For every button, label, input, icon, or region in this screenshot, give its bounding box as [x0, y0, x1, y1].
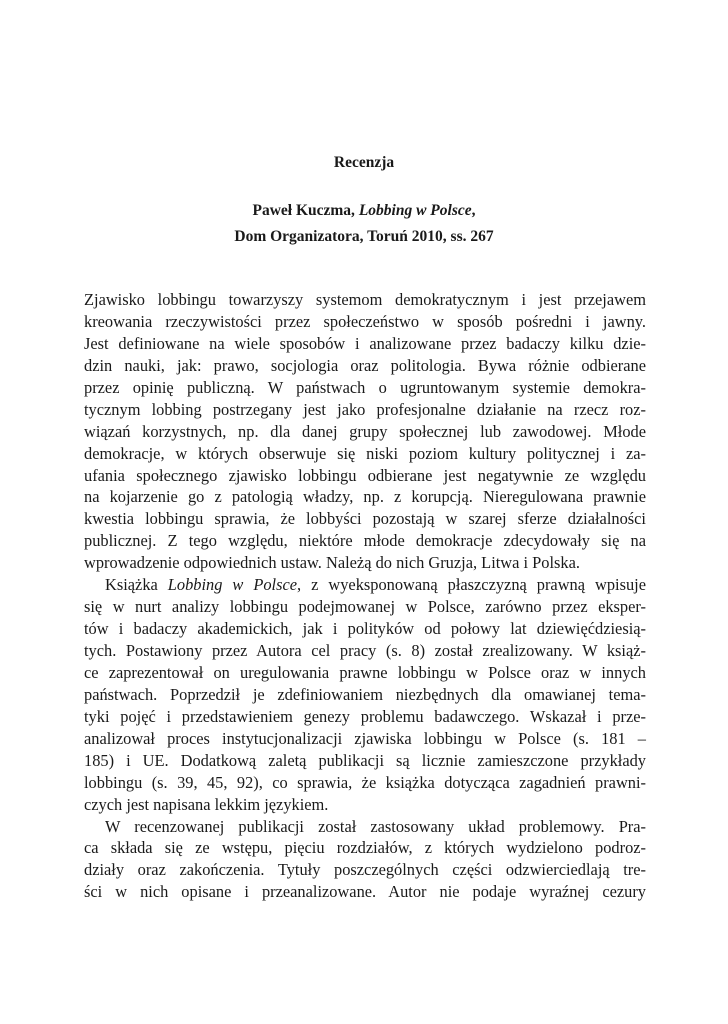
body-line: czych jest napisana lekkim językiem. [84, 794, 329, 814]
body-line: analizował proces instytucjonalizacji zjawiska lobbingu w Polsce (s. 181 – [84, 728, 646, 748]
body-line-with-title [84, 574, 646, 596]
body-line: państwach. Poprzedził je zdefiniowaniem niezbędnych dla omawianej tema- [84, 684, 646, 704]
body-line: się w nurt analizy lobbingu podejmowanej w Polsce, zarówno przez eksper- [84, 597, 646, 617]
body-line: na kojarzenie go z patologią władzy, np. z korupcją. Nieregulowana prawnie [84, 487, 646, 507]
body-line: ufania społecznego zjawisko lobbingu odbierane jest negatywnie ze względu [84, 465, 646, 485]
body-line: demokracje, w których obserwuje się niski poziom kultury politycznej i za- [84, 443, 646, 463]
body-line: publicznej. Z tego względu, niektóre młode demokracje zdecydowały się na [84, 531, 646, 551]
publisher-line: Dom Organizatora, Toruń 2010, ss. 267 [234, 228, 494, 245]
body-line: W recenzowanej publikacji został zastosowany układ problemowy. Pra- [105, 816, 646, 836]
inline-text: , z wyeksponowaną płaszczyzną prawną wpisuje [297, 575, 646, 595]
body-line: wprowadzenie odpowiednich ustaw. Należą do nich Gruzja, Litwa i Polska. [84, 553, 580, 573]
body-line: dzin nauki, jak: prawo, socjologia oraz politologia. Bywa różnie odbierane [84, 355, 646, 375]
body-line: 185) i UE. Dodatkową zaletą publikacji są licznie zamieszczone przykłady [84, 750, 646, 770]
inline-book-title: Lobbing w Polsce [167, 575, 298, 595]
body-line: tycznym lobbing postrzegany jest jako profesjonalne działanie na rzecz roz- [84, 399, 646, 419]
review-title [0, 202, 728, 220]
inline-text: Książka [105, 575, 168, 595]
body-line: działy oraz zakończenia. Tytuły poszczególnych części odzwierciedlają tre- [84, 860, 646, 880]
body-line: kwestia lobbingu sprawia, że lobbyści pozostają w szarej sferze działalności [84, 509, 646, 529]
body-line: tów i badaczy akademickich, jak i polityków od połowy lat dziewięćdziesią- [84, 619, 646, 639]
body-line: przez opinię publiczną. W państwach o ugruntowanym systemie demokra- [84, 377, 646, 397]
review-body [84, 289, 646, 903]
section-label: Recenzja [333, 154, 395, 171]
body-line: lobbingu (s. 39, 45, 92), co sprawia, że książka dotycząca zagadnień prawni- [84, 772, 646, 792]
body-line: tyki pojęć i przedstawieniem genezy problemu badawczego. Wskazał i prze- [84, 706, 646, 726]
body-line: tych. Postawiony przez Autora cel pracy (s. 8) został zrealizowany. W książ- [84, 641, 646, 660]
body-line: Jest definiowane na wiele sposobów i analizowane przez badaczy kilku dzie- [84, 333, 646, 353]
body-line: kreowania rzeczywistości przez społeczeństwo w sposób pośredni i jawny. [84, 311, 646, 331]
body-line: wiązań korzystnych, np. dla danej grupy społecznej lub zawodowej. Młode [84, 421, 646, 441]
book-author: Paweł Kuczma, [252, 202, 359, 219]
body-line: Zjawisko lobbingu towarzyszy systemom demokratycznym i jest przejawem [84, 290, 646, 309]
body-line: ści w nich opisane i przeanalizowane. Autor nie podaje wyraźnej cezury [84, 882, 646, 902]
title-comma: , [471, 202, 476, 219]
body-line: ce zaprezentował on uregulowania prawne lobbingu w Polsce oraz w innych [84, 662, 646, 682]
body-line: ca składa się ze wstępu, pięciu rozdziałów, z których wydzielono podroz- [84, 838, 646, 858]
book-title: Lobbing w Polsce [358, 202, 472, 219]
